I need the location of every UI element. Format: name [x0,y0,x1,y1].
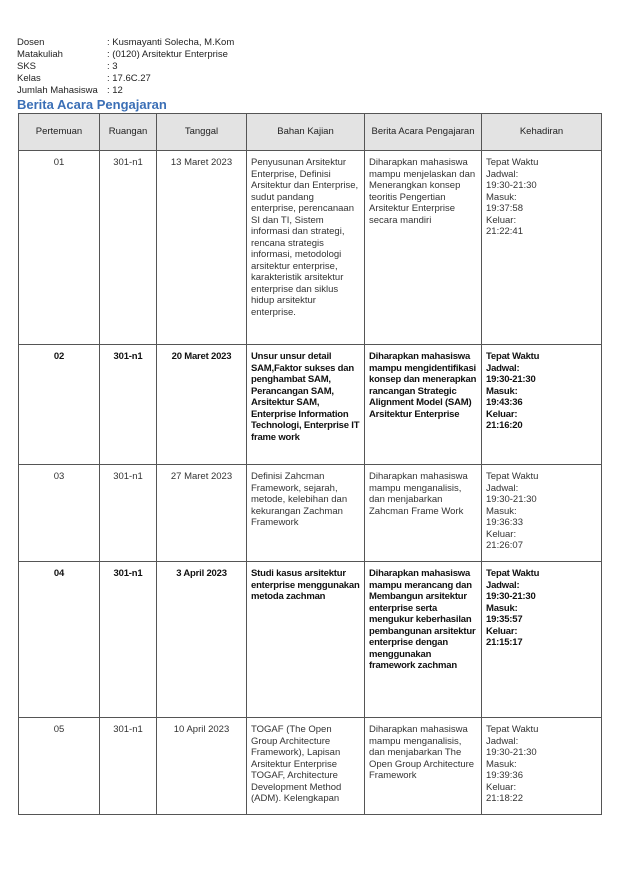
cell-bahan-kajian: Definisi Zahcman Framework, sejarah, metode, kelebihan dan kekurangan Zachman Framework [247,465,365,562]
course-info [17,37,234,97]
cell-ruangan: 301-n1 [100,718,157,815]
header-bahan-kajian: Bahan Kajian [247,114,365,151]
info-label: Matakuliah [17,49,63,60]
cell-ruangan: 301-n1 [100,345,157,465]
cell-berita-acara: Diharapkan mahasiswa mampu mengidentifikasi konsep dan menerapkan rancangan Strategic Alignment Model (SAM) Arsitektur Enterprise [365,345,482,465]
cell-kehadiran: Tepat Waktu Jadwal: 19:30-21:30 Masuk: 19:35:57 Keluar: 21:15:17 [482,562,602,718]
cell-pertemuan: 02 [19,345,100,465]
cell-pertemuan: 03 [19,465,100,562]
info-label: SKS [17,61,37,72]
info-label: Jumlah Mahasiswa [17,85,98,96]
info-row-kelas [17,73,234,85]
info-value: : (0120) Arsitektur Enterprise [107,49,228,60]
info-row-matakuliah [17,49,234,61]
header-tanggal: Tanggal [157,114,247,151]
cell-ruangan: 301-n1 [100,465,157,562]
cell-bahan-kajian: TOGAF (The Open Group Architecture Framework), Lapisan Arsitektur Enterprise TOGAF, Architecture Development Method (ADM). Kelengkapan [247,718,365,815]
cell-pertemuan: 01 [19,151,100,345]
cell-tanggal: 3 April 2023 [157,562,247,718]
cell-ruangan: 301-n1 [100,151,157,345]
cell-pertemuan: 04 [19,562,100,718]
table-row [19,562,602,718]
cell-kehadiran: Tepat Waktu Jadwal: 19:30-21:30 Masuk: 19:39:36 Keluar: 21:18:22 [482,718,602,815]
cell-tanggal: 20 Maret 2023 [157,345,247,465]
cell-ruangan: 301-n1 [100,562,157,718]
info-label: Dosen [17,37,45,48]
cell-kehadiran: Tepat Waktu Jadwal: 19:30-21:30 Masuk: 19:43:36 Keluar: 21:16:20 [482,345,602,465]
cell-berita-acara: Diharapkan mahasiswa mampu menganalisis, dan menjabarkan The Open Group Architecture Framework [365,718,482,815]
info-value: : 3 [107,61,118,72]
cell-berita-acara: Diharapkan mahasiswa mampu menganalisis, dan menjabarkan Zahcman Frame Work [365,465,482,562]
info-value: : 12 [107,85,123,96]
header-kehadiran: Kehadiran [482,114,602,151]
page-title: Berita Acara Pengajaran [17,97,167,112]
table-row [19,465,602,562]
table-header-row [19,114,602,151]
header-berita-acara: Berita Acara Pengajaran [365,114,482,151]
cell-pertemuan: 05 [19,718,100,815]
info-row-jumlah-mahasiswa [17,85,234,97]
cell-bahan-kajian: Penyusunan Arsitektur Enterprise, Definisi Arsitektur dan Enterprise, sudut pandang enterprise, perencanaan SI dan TI, Sistem informasi dan strategi, rencana strategis informasi, metodologi arsitektur enterprise, karakteristik arsitektur enterprise dan siklus hidup arsitektur enterprise. [247,151,365,345]
table-row [19,345,602,465]
cell-berita-acara: Diharapkan mahasiswa mampu merancang dan Membangun arsitektur enterprise serta mengukur keberhasilan pembangunan arsitektur enterprise dengan menggunakan framework zachman [365,562,482,718]
info-row-dosen [17,37,234,49]
info-value: : 17.6C.27 [107,73,151,84]
cell-bahan-kajian: Unsur unsur detail SAM,Faktor sukses dan penghambat SAM, Perancangan SAM, Arsitektur SAM, Enterprise Information Technologi, Enterprise IT frame work [247,345,365,465]
cell-bahan-kajian: Studi kasus arsitektur enterprise menggunakan metoda zachman [247,562,365,718]
info-row-sks [17,61,234,73]
header-pertemuan: Pertemuan [19,114,100,151]
cell-kehadiran: Tepat Waktu Jadwal: 19:30-21:30 Masuk: 19:37:58 Keluar: 21:22:41 [482,151,602,345]
table-row [19,151,602,345]
cell-kehadiran: Tepat Waktu Jadwal: 19:30-21:30 Masuk: 19:36:33 Keluar: 21:26:07 [482,465,602,562]
info-value: : Kusmayanti Solecha, M.Kom [107,37,235,48]
cell-berita-acara: Diharapkan mahasiswa mampu menjelaskan dan Menerangkan konsep teoritis Pengertian Arsitektur Enterprise secara mandiri [365,151,482,345]
header-ruangan: Ruangan [100,114,157,151]
info-label: Kelas [17,73,41,84]
table-row [19,718,602,815]
cell-tanggal: 13 Maret 2023 [157,151,247,345]
attendance-table [18,113,602,815]
cell-tanggal: 10 April 2023 [157,718,247,815]
cell-tanggal: 27 Maret 2023 [157,465,247,562]
